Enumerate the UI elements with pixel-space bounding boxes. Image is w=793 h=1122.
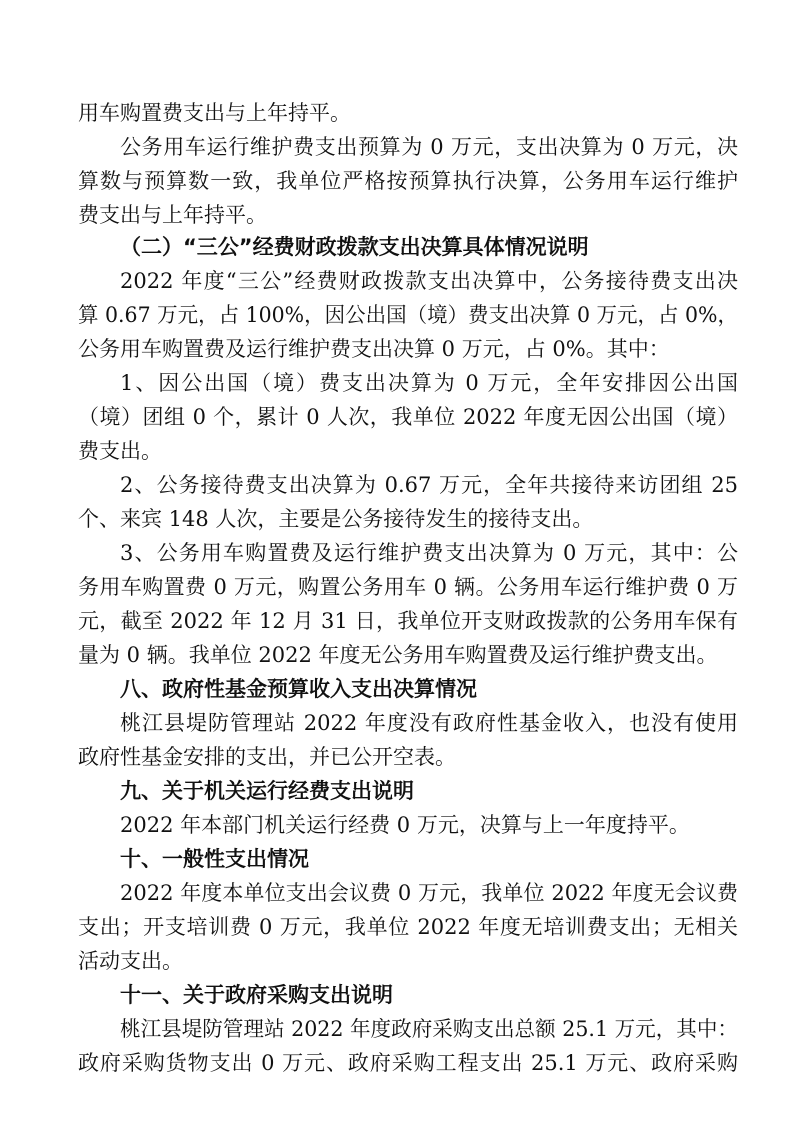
section-heading: 九、关于机关运行经费支出说明	[120, 779, 414, 803]
paragraph-line: 个、来宾 148 人次，主要是公务接待发生的接待支出。	[78, 507, 594, 531]
paragraph-line: 费支出。	[78, 439, 162, 463]
paragraph-line: 量为 0 辆。我单位 2022 年度无公务用车购置费及运行维护费支出。	[78, 643, 718, 667]
paragraph-line: 桃江县堤防管理站 2022 年度没有政府性基金收入，也没有使用	[120, 711, 738, 735]
paragraph-line: 务用车购置费 0 万元，购置公务用车 0 辆。公务用车运行维护费 0 万	[78, 575, 738, 599]
paragraph-line: 政府采购货物支出 0 万元、政府采购工程支出 25.1 万元、政府采购	[78, 1051, 738, 1075]
section-heading: 十、一般性支出情况	[120, 847, 309, 871]
paragraph-line: 公务用车购置费及运行维护费支出决算 0 万元，占 0%。其中：	[78, 337, 670, 361]
paragraph-line: 支出；开支培训费 0 万元，我单位 2022 年度无培训费支出；无相关	[78, 915, 738, 939]
paragraph-line: 桃江县堤防管理站 2022 年度政府采购支出总额 25.1 万元，其中：	[120, 1017, 738, 1041]
paragraph-line: 算 0.67 万元，占 100%，因公出国（境）费支出决算 0 万元，占 0%，	[78, 303, 738, 327]
paragraph-line: （境）团组 0 个，累计 0 人次，我单位 2022 年度无因公出国（境）	[78, 405, 738, 429]
paragraph-line: 算数与预算数一致，我单位严格按预算执行决算，公务用车运行维护	[78, 169, 738, 193]
paragraph-line: 公务用车运行维护费支出预算为 0 万元，支出决算为 0 万元，决	[120, 135, 738, 159]
paragraph-line: 政府性基金安排的支出，并已公开空表。	[78, 745, 456, 769]
paragraph-line: 活动支出。	[78, 949, 183, 973]
paragraph-line: 费支出与上年持平。	[78, 203, 267, 227]
section-heading: （二）“三公”经费财政拨款支出决算具体情况说明	[120, 235, 589, 259]
paragraph-line: 用车购置费支出与上年持平。	[78, 101, 351, 125]
paragraph-line: 元，截至 2022 年 12 月 31 日，我单位开支财政拨款的公务用车保有	[78, 609, 738, 633]
paragraph-line: 2022 年度“三公”经费财政拨款支出决算中，公务接待费支出决	[120, 269, 738, 293]
section-heading: 八、政府性基金预算收入支出决算情况	[120, 677, 477, 701]
paragraph-line: 1、因公出国（境）费支出决算为 0 万元，全年安排因公出国	[120, 371, 738, 395]
paragraph-line: 2022 年度本单位支出会议费 0 万元，我单位 2022 年度无会议费	[120, 881, 738, 905]
paragraph-line: 2、公务接待费支出决算为 0.67 万元，全年共接待来访团组 25	[120, 473, 738, 497]
paragraph-line: 2022 年本部门机关运行经费 0 万元，决算与上一年度持平。	[120, 813, 690, 837]
section-heading: 十一、关于政府采购支出说明	[120, 983, 393, 1007]
paragraph-line: 3、公务用车购置费及运行维护费支出决算为 0 万元，其中：公	[120, 541, 738, 565]
